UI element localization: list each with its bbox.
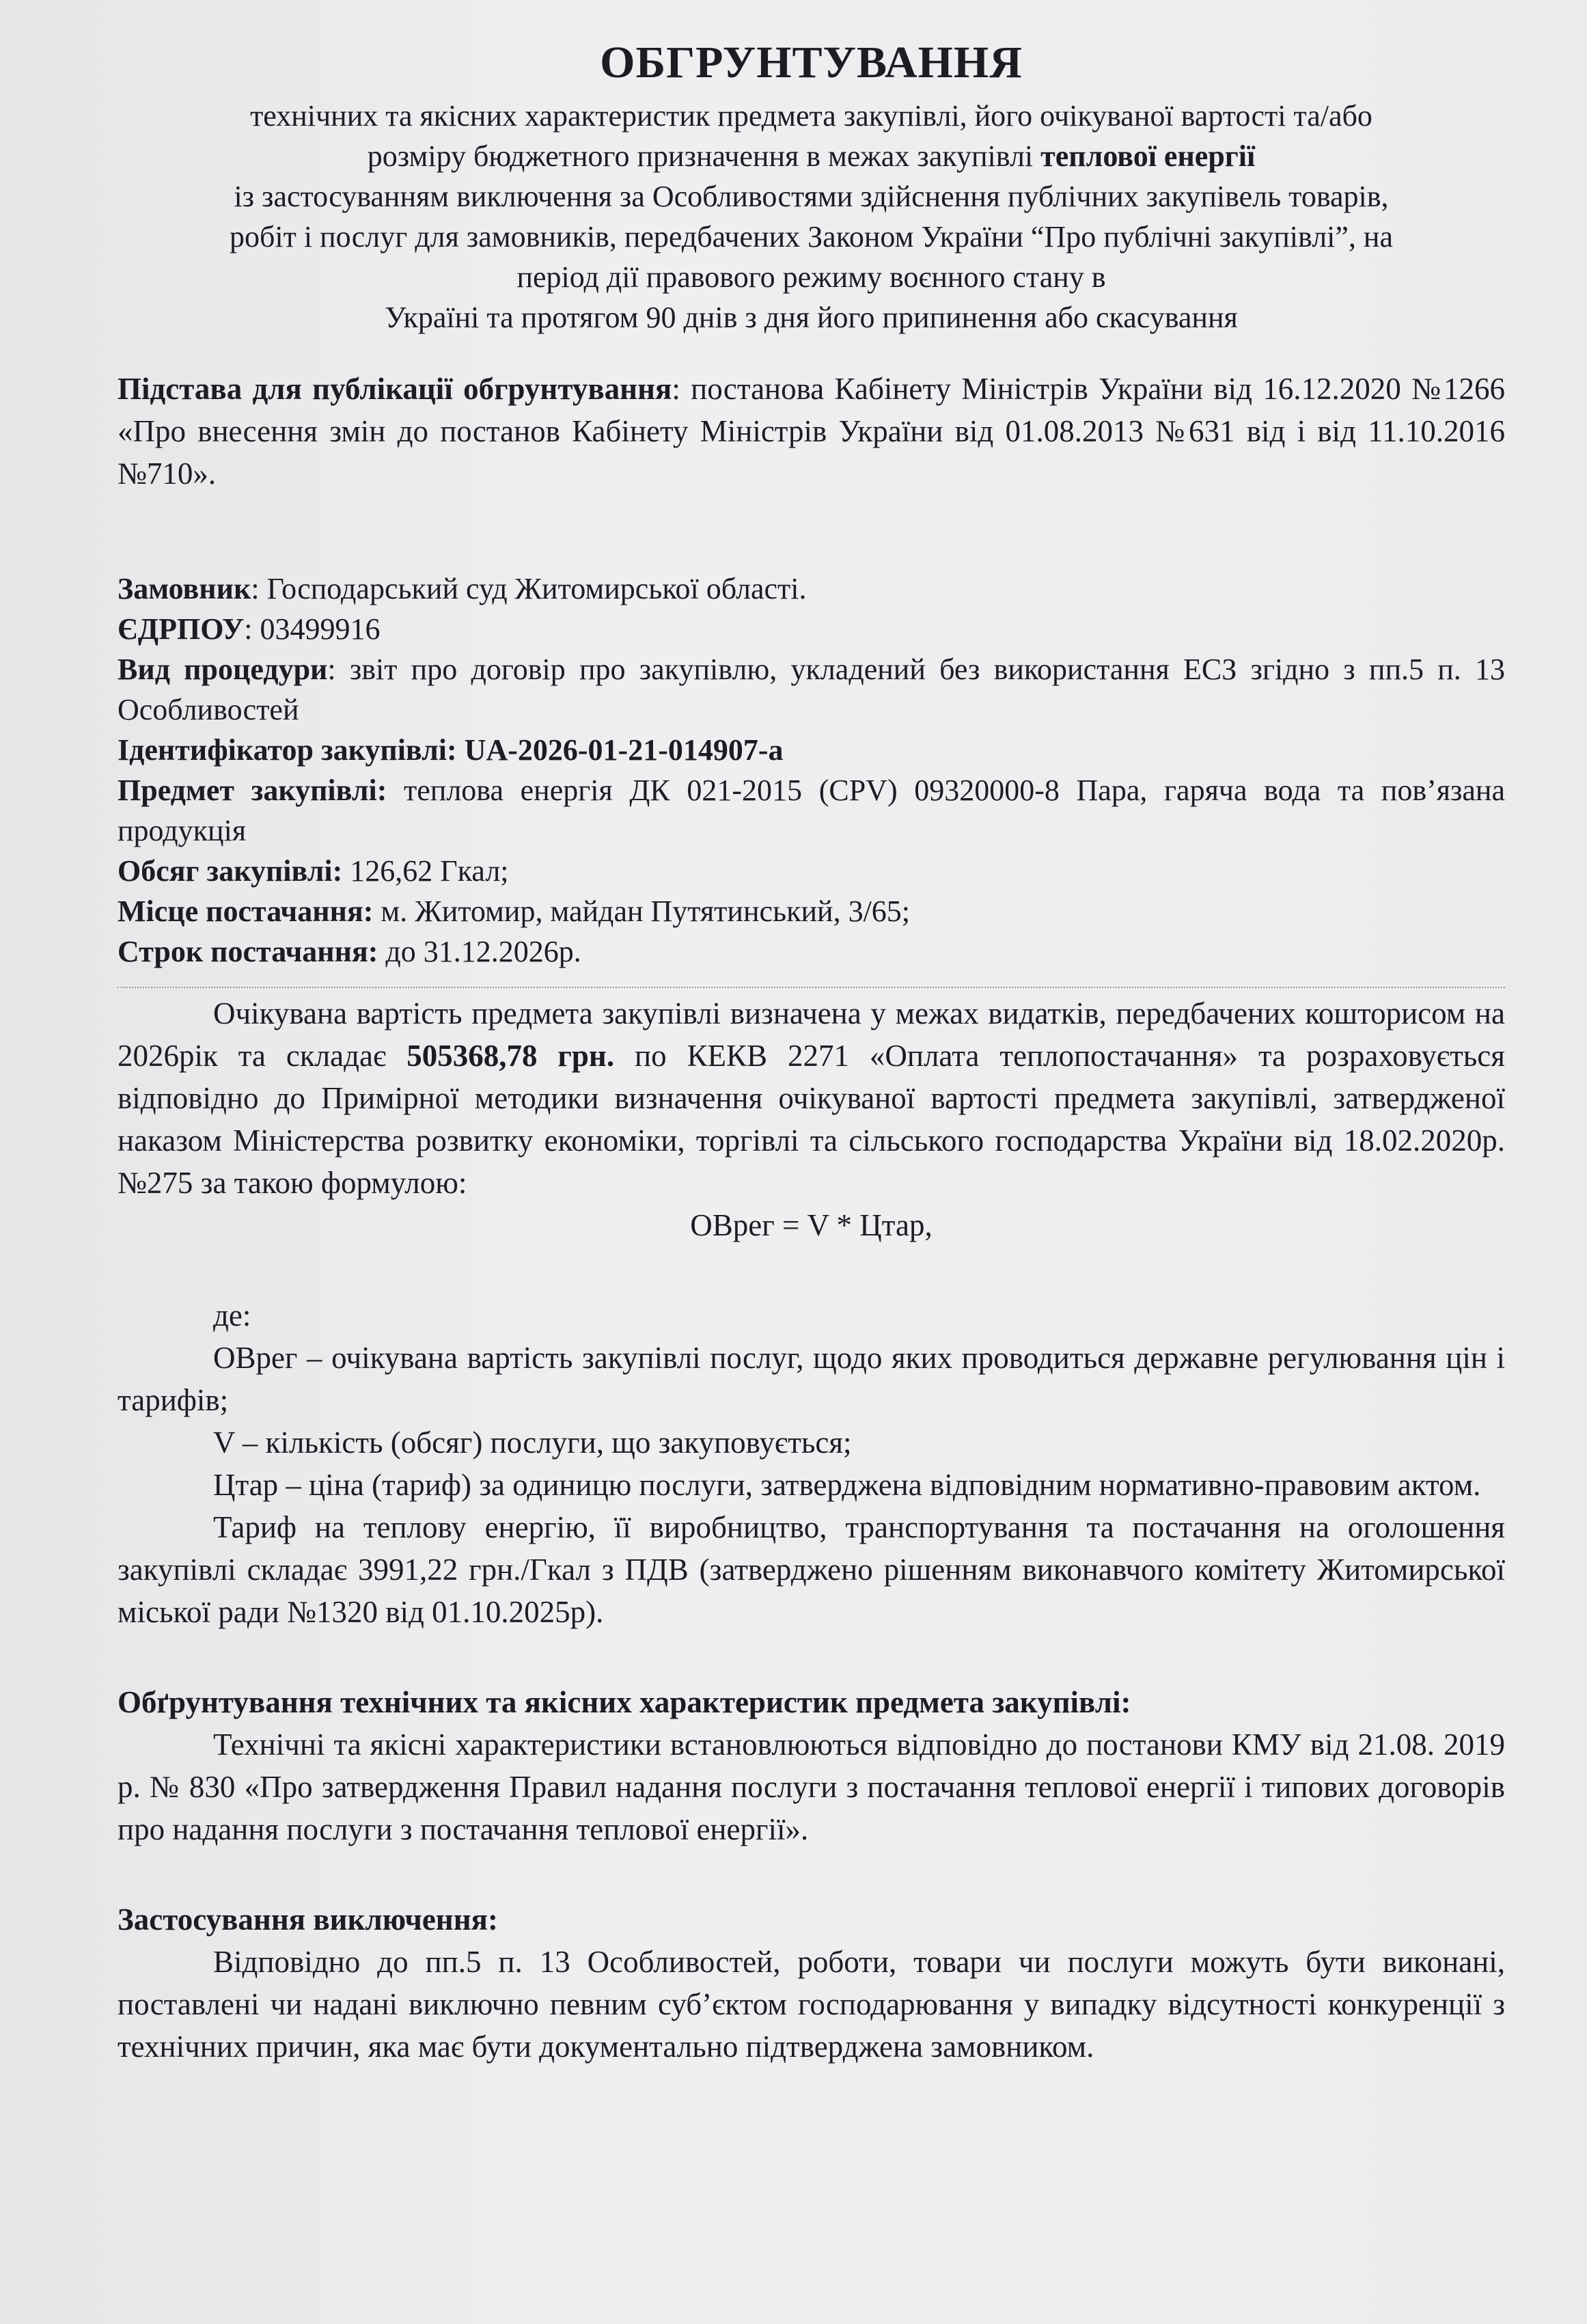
section-divider — [118, 987, 1505, 988]
cost-paragraph — [118, 992, 1505, 1204]
field-value: : Господарський суд Житомирської області. — [251, 572, 807, 605]
subtitle-line — [131, 136, 1491, 176]
field-volume — [118, 851, 1505, 891]
field-value: UA-2026-01-21-014907-а — [456, 733, 784, 767]
field-value: теплова енергія ДК 021-2015 (CPV) 09320000-8 Пара, гаряча вода та пов’язана продукція — [118, 774, 1505, 847]
definition-item: Цтар – ціна (тариф) за одиницю послуги, затверджена відповідним нормативно-правовим актом. — [213, 1468, 1481, 1502]
exception-text: Відповідно до пп.5 п. 13 Особливостей, роботи, товари чи послуги можуть бути виконані, поставлені чи надані виключно певним суб’єктом господарювання у випадку відсутності конкуренції з технічних причин, яка має бути документально підтверджена замовником. — [118, 1945, 1505, 2064]
subtitle-line: технічних та якісних характеристик предмета закупівлі, його очікуваної вартості та/або — [250, 99, 1372, 133]
field-value: до 31.12.2026р. — [378, 935, 581, 968]
field-customer — [118, 569, 1505, 609]
field-procedure — [118, 649, 1505, 730]
field-value: 126,62 Гкал; — [342, 854, 509, 888]
document-subtitle — [131, 96, 1491, 338]
field-label: Обсяг закупівлі: — [118, 854, 343, 888]
technical-text: Технічні та якісні характеристики встановлюються відповідно до постанови КМУ від 21.08. 2019 р. № 830 «Про затвердження Правил надання послуги з постачання теплової енергії і типових договорів про надання послуги з постачання теплової енергії». — [118, 1727, 1505, 1846]
field-place — [118, 891, 1505, 931]
field-subject — [118, 770, 1505, 851]
field-value: : 03499916 — [244, 612, 381, 646]
procurement-fields — [118, 569, 1505, 972]
definitions-where: де: — [213, 1298, 251, 1332]
field-label: Предмет закупівлі: — [118, 774, 387, 807]
field-value: м. Житомир, майдан Путятинський, 3/65; — [373, 894, 911, 928]
subtitle-line: період дії правового режиму воєнного стану в — [516, 260, 1106, 294]
cost-text: Очікувана вартість предмета закупівлі визначена у межах видатків, передбачених кошторисом на 2026рік та складає — [118, 996, 1505, 1073]
definition-item: V – кількість (обсяг) послуги, що закуповується; — [213, 1425, 852, 1460]
field-label: ЄДРПОУ — [118, 612, 245, 646]
basis-label: Підстава для публікації обгрунтування — [118, 372, 672, 406]
field-label: Замовник — [118, 572, 251, 605]
subtitle-line: робіт і послуг для замовників, передбачених Законом України “Про публічні закупівлі”, на — [230, 220, 1393, 254]
basis-text: : постанова Кабінету Міністрів України від 16.12.2020 №1266 «Про внесення змін до постанов Кабінету Міністрів України від 01.08.2013 №631 від і від 11.10.2016 №710». — [118, 372, 1505, 491]
subtitle-line: із застосуванням виключення за Особливостями здійснення публічних закупівель товарів, — [234, 180, 1389, 213]
exception-heading: Застосування виключення: — [118, 1902, 498, 1937]
subtitle-bold: теплової енергії — [1040, 139, 1256, 173]
definition-item: ОВрег – очікувана вартість закупівлі послуг, щодо яких проводиться державне регулювання цін і тарифів; — [118, 1341, 1505, 1417]
field-label: Строк постачання: — [118, 935, 378, 968]
field-label: Місце постачання: — [118, 894, 374, 928]
cost-formula: ОВрег = V * Цтар, — [690, 1208, 933, 1242]
subtitle-text: розміру бюджетного призначення в межах закупівлі — [367, 139, 1041, 173]
basis-paragraph — [118, 368, 1505, 495]
field-edrpou — [118, 609, 1505, 649]
document-title: ОБГРУНТУВАННЯ — [600, 38, 1023, 87]
technical-heading: Обґрунтування технічних та якісних характеристик предмета закупівлі: — [118, 1685, 1131, 1719]
field-value: : звіт про договір про закупівлю, укладений без використання ЕСЗ згідно з пп.5 п. 13 Особливостей — [118, 653, 1505, 726]
cost-text: по КЕКВ 2271 «Оплата теплопостачання» та розраховується відповідно до Примірної методики визначення очікуваної вартості предмета закупівлі, затвердженої наказом Міністерства розвитку економіки, торгівлі та сільського господарства України від 18.02.2020р. №275 за такою формулою: — [118, 1039, 1505, 1200]
field-label: Ідентифікатор закупівлі: — [118, 733, 457, 767]
field-identifier — [118, 730, 1505, 770]
cost-amount: 505368,78 грн. — [406, 1039, 615, 1073]
field-label: Вид процедури — [118, 653, 328, 686]
subtitle-line: Україні та протягом 90 днів з дня його припинення або скасування — [385, 301, 1238, 334]
tariff-paragraph: Тариф на теплову енергію, її виробництво, транспортування та постачання на оголошення закупівлі складає 3991,22 грн./Гкал з ПДВ (затверджено рішенням виконавчого комітету Житомирської міської ради №1320 від 01.10.2025р). — [118, 1510, 1505, 1629]
field-term — [118, 931, 1505, 972]
